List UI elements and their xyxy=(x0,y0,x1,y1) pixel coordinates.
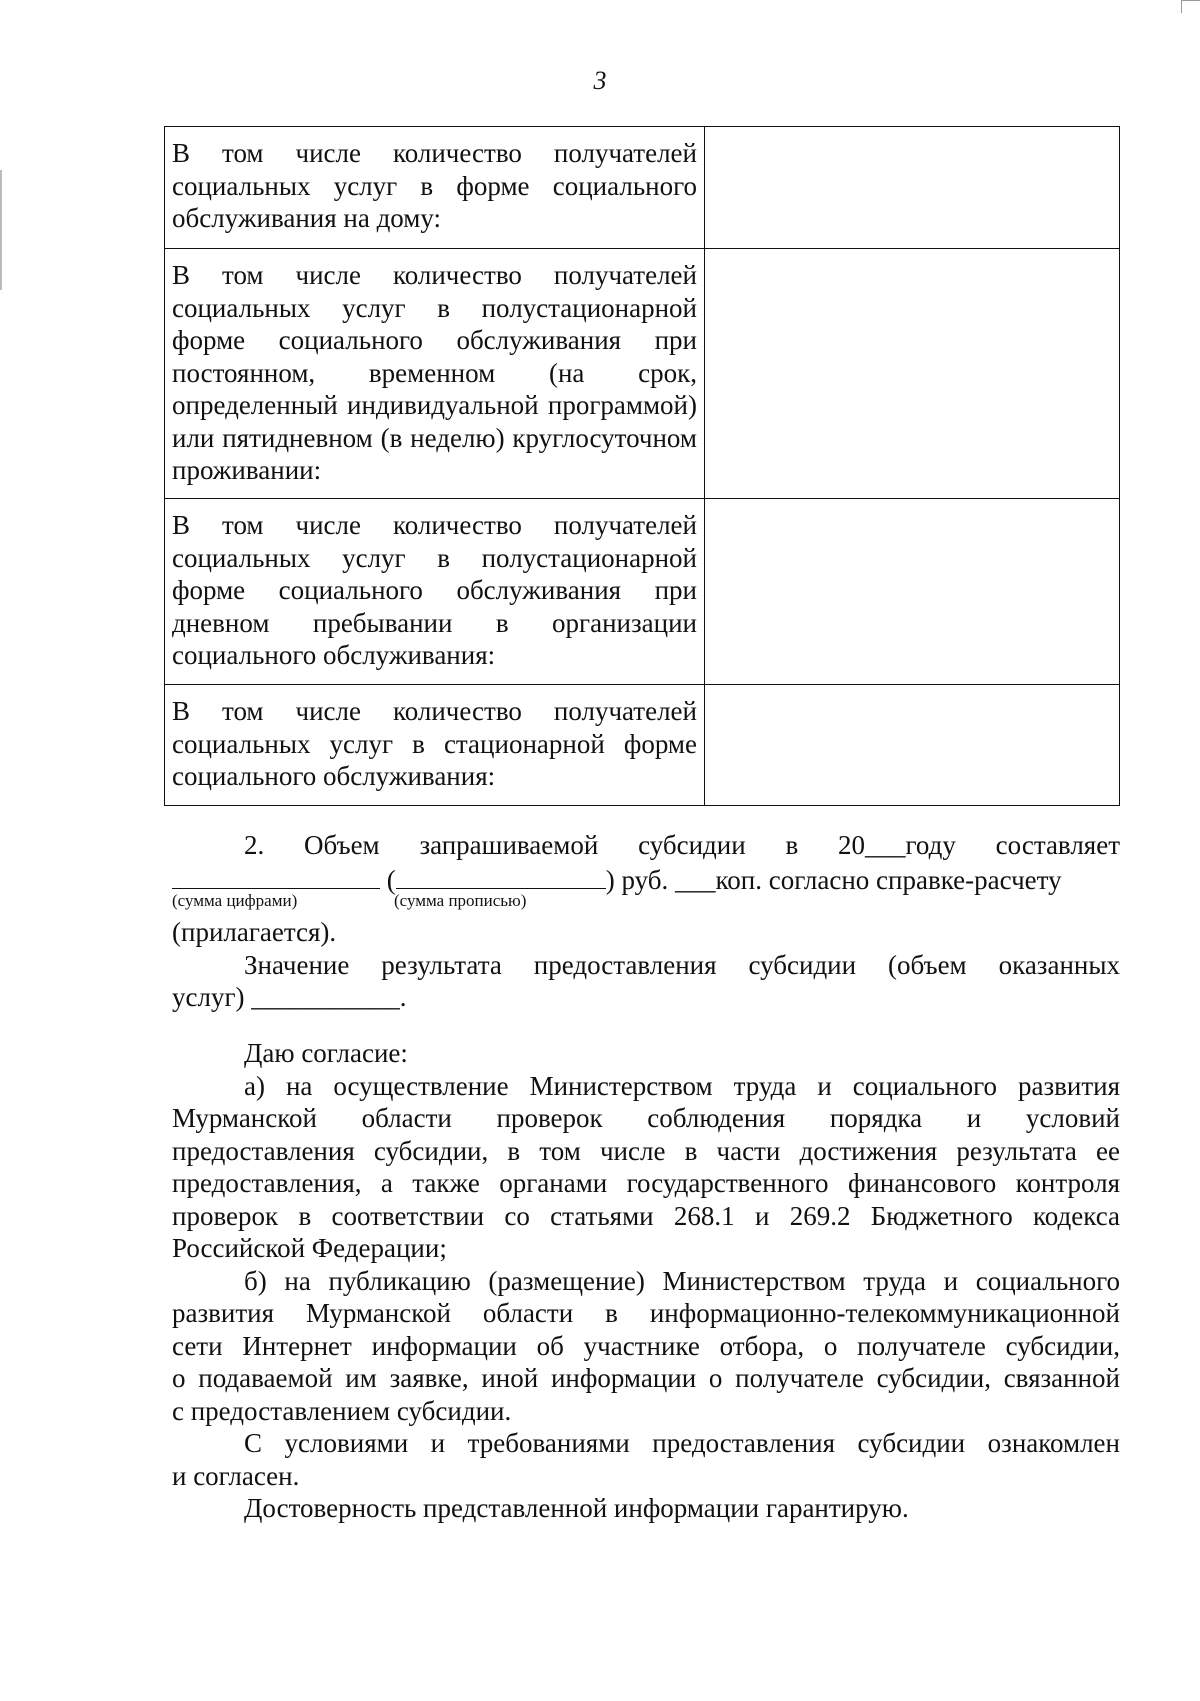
caption-digits: (сумма цифрами) xyxy=(172,891,298,910)
subsidy-intro: 2. Объем запрашиваемой субсидии в 20___году составляет xyxy=(244,830,1120,860)
table-row xyxy=(165,127,1120,249)
terms-line-2: и согласен. xyxy=(172,1460,300,1491)
recipients-table xyxy=(164,126,1120,806)
consent-b-line: с предоставлением субсидии. xyxy=(172,1395,512,1426)
page-number: 3 xyxy=(593,66,607,95)
kop-label: ___коп. согласно справке-расчету xyxy=(675,864,1062,895)
table-row xyxy=(165,249,1120,499)
guarantee-line: Достоверность представленной информации гарантирую. xyxy=(244,1493,909,1523)
subsidy-section xyxy=(172,829,1120,1014)
table-row-value xyxy=(705,127,1120,249)
amount-words-blank xyxy=(396,862,606,889)
amount-digits-blank xyxy=(172,862,380,889)
subsidy-amount-line: ( ) руб. ___коп. согласно справке-расчету xyxy=(172,862,1120,897)
caption-words: (сумма прописью) xyxy=(394,891,527,910)
scan-edge-mark xyxy=(0,170,2,290)
table-row-value xyxy=(705,685,1120,806)
attached-note: (прилагается). xyxy=(172,917,337,947)
table-row-label: В том числе количество получателей социальных услуг в форме социального обслуживания на дому: xyxy=(165,127,705,249)
table-row-label: В том числе количество получателей социальных услуг в полустационарной форме социального обслуживания при дневном пребывании в организации социального обслуживания: xyxy=(165,499,705,685)
table-row-value xyxy=(705,249,1120,499)
table-row-value xyxy=(705,499,1120,685)
rub-label: руб. xyxy=(621,864,669,895)
table-row xyxy=(165,499,1120,685)
consent-a-line: а) на осуществление Министерством труда и социального развития xyxy=(244,1070,1120,1101)
terms-line-1: С условиями и требованиями предоставления субсидии ознакомлен xyxy=(244,1428,1120,1458)
consent-a-line: предоставления, а также органами государственного финансового контроля xyxy=(172,1168,1120,1198)
table-row xyxy=(165,685,1120,806)
consent-b-line: сети Интернет информации об участнике отбора, о получателе субсидии, xyxy=(172,1330,1120,1361)
consent-section xyxy=(172,1037,1120,1525)
table-row-label: В том числе количество получателей социальных услуг в полустационарной форме социального обслуживания при постоянном, временном (на срок, определенный индивидуальной программой) или пятидневном (в неделю) круглосуточном проживании: xyxy=(165,249,705,499)
result-line-1: Значение результата предоставления субсидии (объем оказанных xyxy=(244,949,1120,980)
result-line-2: услуг) ___________. xyxy=(172,982,407,1012)
amount-captions xyxy=(172,891,1120,916)
consent-a-line: предоставления субсидии, в том числе в части достижения результата ее xyxy=(172,1135,1120,1166)
scan-corner-mark xyxy=(1181,0,1200,13)
consent-heading: Даю согласие: xyxy=(244,1038,408,1068)
consent-b-line: о подаваемой им заявке, иной информации о получателе субсидии, связанной xyxy=(172,1363,1120,1393)
consent-b-line: б) на публикацию (размещение) Министерством труда и социального xyxy=(244,1265,1120,1296)
consent-b-line: развития Мурманской области в информационно-телекоммуникационной xyxy=(172,1298,1120,1328)
consent-a-line: Российской Федерации; xyxy=(172,1233,447,1263)
consent-a-line: Мурманской области проверок соблюдения порядка и условий xyxy=(172,1103,1120,1133)
consent-a-line: проверок в соответствии со статьями 268.1 и 269.2 Бюджетного кодекса xyxy=(172,1200,1120,1231)
table-row-label: В том числе количество получателей социальных услуг в стационарной форме социального обслуживания: xyxy=(165,685,705,806)
